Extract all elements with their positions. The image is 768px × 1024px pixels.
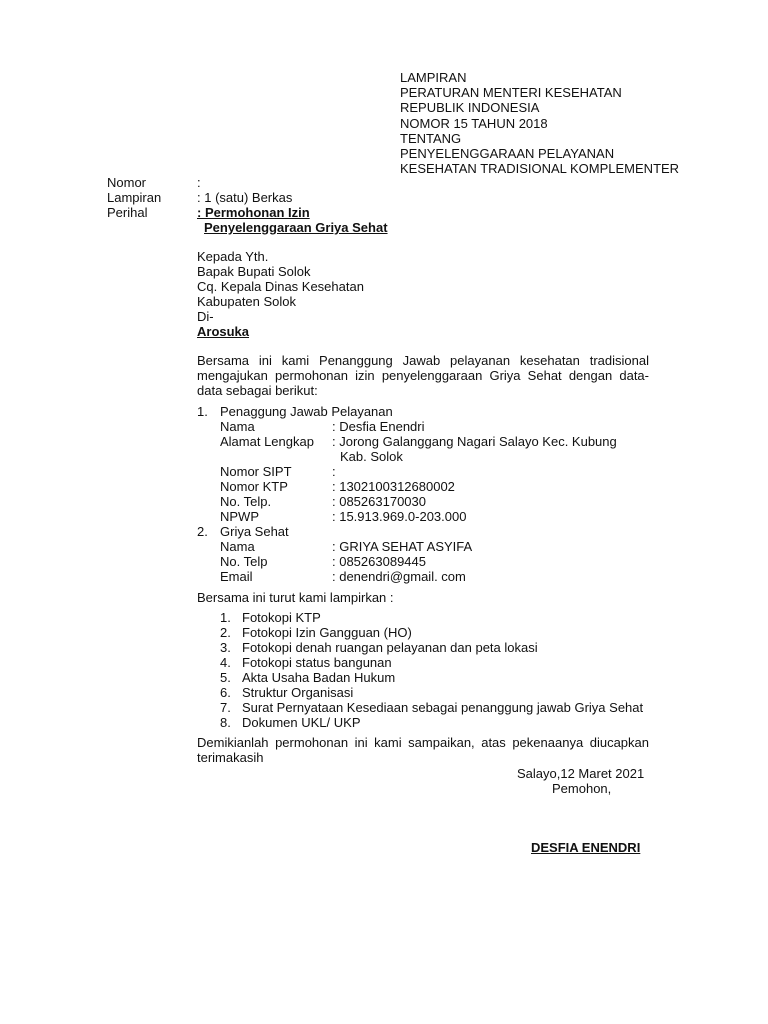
- field-label: No. Telp.: [220, 494, 272, 509]
- section2-number: 2.: [197, 524, 208, 539]
- attachment-item: Fotokopi Izin Gangguan (HO): [242, 625, 412, 640]
- regulation-header: [400, 70, 679, 176]
- field-label: Alamat Lengkap: [220, 434, 314, 449]
- signature-name: DESFIA ENENDRI: [531, 840, 641, 855]
- field-label: Nama: [220, 539, 255, 554]
- field-label: No. Telp: [220, 554, 268, 569]
- field-value: : Jorong Galanggang Nagari Salayo Kec. Kubung: [332, 434, 617, 449]
- attachment-item: Fotokopi KTP: [242, 610, 321, 625]
- signature-place-date: Salayo,12 Maret 2021: [517, 766, 645, 781]
- attachment-number: 1.: [220, 610, 231, 625]
- nomor-label: Nomor: [107, 175, 147, 190]
- attachments-intro: Bersama ini turut kami lampirkan :: [197, 590, 394, 605]
- recipient-line: Kabupaten Solok: [197, 294, 297, 309]
- section1-title: Penaggung Jawab Pelayanan: [220, 404, 393, 419]
- field-value: : 085263089445: [332, 554, 426, 569]
- attachment-number: 4.: [220, 655, 231, 670]
- field-value: :: [332, 464, 336, 479]
- header-line: KESEHATAN TRADISIONAL KOMPLEMENTER: [400, 161, 680, 177]
- attachment-number: 7.: [220, 700, 231, 715]
- field-label: Nomor SIPT: [220, 464, 292, 479]
- attachment-number: 6.: [220, 685, 231, 700]
- section2-title: Griya Sehat: [220, 524, 289, 539]
- field-value: : 15.913.969.0-203.000: [332, 509, 467, 524]
- header-line: PENYELENGGARAAN PELAYANAN: [400, 146, 615, 162]
- header-line: PERATURAN MENTERI KESEHATAN: [400, 85, 622, 101]
- field-label: Email: [220, 569, 253, 584]
- attachment-item: Fotokopi status bangunan: [242, 655, 392, 670]
- attachment-number: 5.: [220, 670, 231, 685]
- header-line: REPUBLIK INDONESIA: [400, 100, 540, 116]
- attachment-item: Struktur Organisasi: [242, 685, 354, 700]
- field-value: : denendri@gmail. com: [332, 569, 466, 584]
- perihal-value: : Permohonan Izin: [197, 205, 310, 220]
- recipient-line: Cq. Kepala Dinas Kesehatan: [197, 279, 364, 294]
- attachment-item: Akta Usaha Badan Hukum: [242, 670, 396, 685]
- attachment-number: 3.: [220, 640, 231, 655]
- field-value: : 085263170030: [332, 494, 426, 509]
- attachment-number: 2.: [220, 625, 231, 640]
- signature-role: Pemohon,: [552, 781, 612, 796]
- lampiran-value: : 1 (satu) Berkas: [197, 190, 293, 205]
- header-line: TENTANG: [400, 130, 462, 146]
- field-value: : Desfia Enendri: [332, 419, 425, 434]
- perihal-label: Perihal: [107, 205, 148, 220]
- intro-paragraph: Bersama ini kami Penanggung Jawab pelayanan kesehatan tradisional mengajukan permohonan izin penyelenggaraan Griya Sehat dengan data- data sebagai berikut:: [197, 353, 649, 398]
- field-label: Nomor KTP: [220, 479, 288, 494]
- recipient-line: Bapak Bupati Solok: [197, 264, 311, 279]
- field-label: NPWP: [220, 509, 259, 524]
- field-value: : 1302100312680002: [332, 479, 455, 494]
- attachment-number: 8.: [220, 715, 231, 730]
- lampiran-label: Lampiran: [107, 190, 162, 205]
- field-value: : GRIYA SEHAT ASYIFA: [332, 539, 473, 554]
- field-value: Kab. Solok: [340, 449, 403, 464]
- header-line: LAMPIRAN: [400, 70, 467, 85]
- section1-number: 1.: [197, 404, 208, 419]
- nomor-value: :: [197, 175, 201, 190]
- attachment-item: Surat Pernyataan Kesediaan sebagai penanggung jawab Griya Sehat: [242, 700, 644, 715]
- perihal-value-2: Penyelenggaraan Griya Sehat: [204, 220, 388, 235]
- field-label: Nama: [220, 419, 255, 434]
- attachment-item: Dokumen UKL/ UKP: [242, 715, 361, 730]
- attachment-item: Fotokopi denah ruangan pelayanan dan peta lokasi: [242, 640, 538, 655]
- recipient-line: Di-: [197, 309, 214, 324]
- closing-paragraph: Demikianlah permohonan ini kami sampaikan, atas pekenaanya diucapkan terimakasih: [197, 735, 649, 765]
- header-line: NOMOR 15 TAHUN 2018: [400, 115, 548, 131]
- recipient-line: Kepada Yth.: [197, 249, 269, 264]
- recipient-city: Arosuka: [197, 324, 250, 339]
